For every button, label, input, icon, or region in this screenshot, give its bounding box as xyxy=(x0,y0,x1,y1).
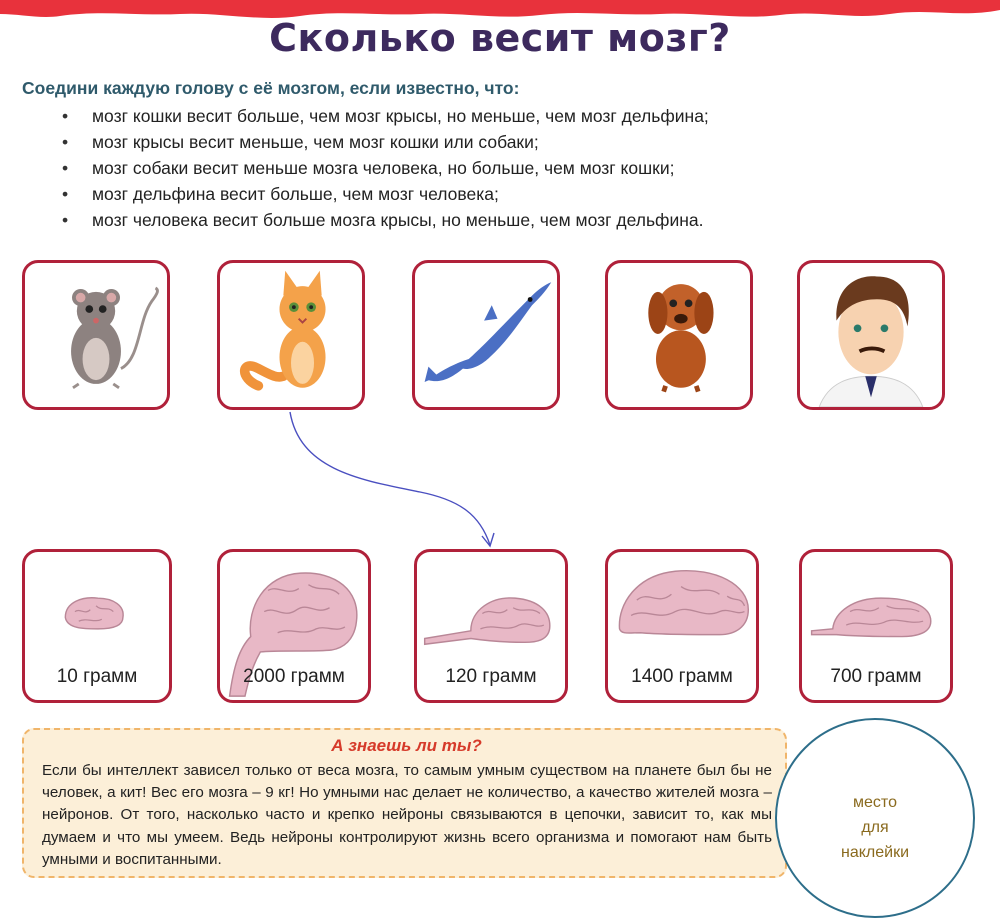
sticker-text xyxy=(777,790,973,865)
human-icon xyxy=(800,263,942,407)
brain-weight-label: 120 грамм xyxy=(445,666,537,687)
task-intro: Соедини каждую голову с её мозгом, если известно, что: xyxy=(22,78,520,98)
rule-item: • мозг кошки весит больше, чем мозг крысы, но меньше, чем мозг дельфина; xyxy=(62,103,709,129)
animal-card-human[interactable] xyxy=(797,260,945,410)
rat-icon xyxy=(25,263,167,407)
brain-card[interactable] xyxy=(414,549,568,703)
brain-weight-label: 10 грамм xyxy=(56,666,138,687)
sticker-line: для xyxy=(861,819,889,836)
fact-box xyxy=(22,728,787,878)
dog-icon xyxy=(608,263,750,407)
sticker-line: наклейки xyxy=(840,844,910,861)
fact-heading: А знаешь ли ты? xyxy=(331,736,482,755)
rule-item: • мозг дельфина весит больше, чем мозг человека; xyxy=(62,181,709,207)
rule-item: • мозг человека весит больше мозга крысы, но меньше, чем мозг дельфина. xyxy=(62,207,709,233)
brain-card[interactable] xyxy=(22,549,172,703)
animal-card-rat[interactable] xyxy=(22,260,170,410)
sticker-line: место xyxy=(853,794,897,811)
brain-weight-label: 2000 грамм xyxy=(243,666,345,687)
brain-card[interactable] xyxy=(605,549,759,703)
animal-card-cat[interactable] xyxy=(217,260,365,410)
rules-list xyxy=(62,103,709,233)
dolphin-icon xyxy=(415,263,557,407)
cat-icon xyxy=(220,263,362,407)
page-title: Сколько весит мозг? xyxy=(269,16,731,60)
brain-card[interactable] xyxy=(799,549,953,703)
animal-card-dog[interactable] xyxy=(605,260,753,410)
rule-item: • мозг крысы весит меньше, чем мозг кошки или собаки; xyxy=(62,129,709,155)
animal-card-dolphin[interactable] xyxy=(412,260,560,410)
brain-weight-label: 700 грамм xyxy=(830,666,922,687)
brain-card[interactable] xyxy=(217,549,371,703)
brain-weight-label: 1400 грамм xyxy=(631,666,733,687)
rule-item: • мозг собаки весит меньше мозга человека, но больше, чем мозг кошки; xyxy=(62,155,709,181)
fact-text: Если бы интеллект зависел только от веса мозга, то самым умным существом на планете был бы не человек, а кит! Вес его мозга – 9 кг! Но умными нас делает не количество, а качество жителей мозга – нейронов. От того, насколько часто и крепко нейроны связываются в цепочки, зависит то, как мы думаем и что мы умеем. Ведь нейроны контролируют жизнь всего организма и помогают нам быть умными и воспитанными. xyxy=(42,762,772,868)
sticker-placeholder[interactable] xyxy=(775,718,975,918)
